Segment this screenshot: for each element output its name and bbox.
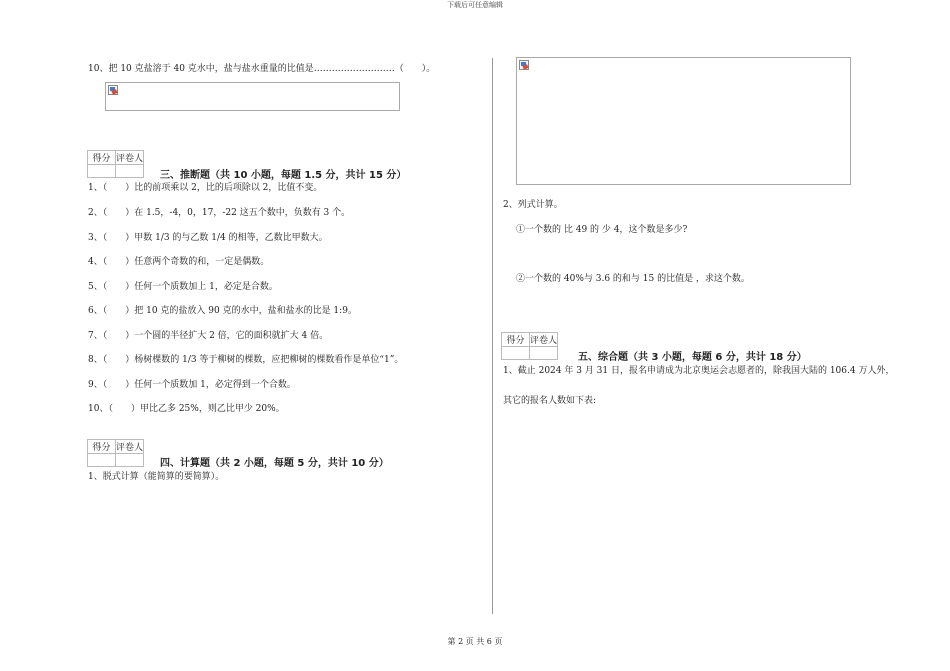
question-2a: ①一个数的 比 49 的 少 4，这个数是多少? (516, 225, 688, 235)
page-footer: 第 2 页 共 6 页 (447, 637, 503, 646)
column-divider (492, 58, 493, 614)
judge-item-7: 7、（ ）一个圆的半径扩大 2 倍，它的面积就扩大 4 倍。 (88, 331, 329, 341)
section-3-title: 三、推断题（共 10 小题，每题 1.5 分，共计 15 分） (160, 170, 407, 181)
judge-item-5: 5、（ ）任何一个质数加上 1，必定是合数。 (88, 282, 278, 292)
page-header: 下载后可任意编辑 (447, 1, 503, 9)
judge-item-10: 10、（ ）甲比乙多 25%，则乙比甲少 20%。 (88, 404, 285, 414)
section-5-title: 五、综合题（共 3 小题，每题 6 分，共计 18 分） (578, 352, 807, 363)
grader-cell[interactable] (116, 165, 144, 178)
broken-image-icon (519, 60, 529, 70)
comprehensive-question-1-line1: 1、截止 2024 年 3 月 31 日，报名申请成为北京奥运会志愿者的，除我国大陆的 106.4 万人外， (503, 366, 895, 376)
judge-item-9: 9、（ ）任何一个质数加 1，必定得到一个合数。 (88, 380, 296, 390)
grader-label: 评卷人 (116, 151, 144, 165)
section-4-title: 四、计算题（共 2 小题，每题 5 分，共计 10 分） (160, 458, 389, 469)
score-label: 得分 (88, 151, 116, 165)
score-label: 得分 (502, 333, 530, 347)
comprehensive-question-1-line2: 其它的报名人数如下表: (503, 396, 597, 406)
broken-image-icon (108, 85, 118, 95)
question-10-ratio: 10、把 10 克盐溶于 40 克水中，盐与盐水重量的比值是………………………（ ）。 (88, 64, 436, 74)
score-table-section4 (87, 439, 144, 467)
judge-item-4: 4、（ ）任意两个奇数的和，一定是偶数。 (88, 257, 270, 267)
judge-item-6: 6、（ ）把 10 克的盐放入 90 克的水中，盐和盐水的比是 1:9。 (88, 306, 357, 316)
question-2-heading: 2、列式计算。 (503, 200, 563, 210)
grader-label: 评卷人 (116, 440, 144, 454)
score-label: 得分 (88, 440, 116, 454)
grader-cell[interactable] (116, 454, 144, 467)
score-table-section5 (501, 332, 558, 360)
score-cell[interactable] (88, 165, 116, 178)
judge-item-3: 3、（ ）甲数 1/3 的与乙数 1/4 的相等，乙数比甲数大。 (88, 233, 328, 243)
answer-image-placeholder (105, 82, 400, 111)
grader-cell[interactable] (530, 347, 558, 360)
grader-label: 评卷人 (530, 333, 558, 347)
answer-image-placeholder-right (516, 57, 851, 185)
score-table-section3 (87, 150, 144, 178)
calc-question-1: 1、脱式计算（能简算的要简算）。 (88, 472, 225, 482)
judge-item-2: 2、（ ）在 1.5，-4，0，17，-22 这五个数中，负数有 3 个。 (88, 208, 351, 218)
score-cell[interactable] (88, 454, 116, 467)
score-cell[interactable] (502, 347, 530, 360)
question-2b: ②一个数的 40%与 3.6 的和与 15 的比值是 ，求这个数。 (516, 274, 750, 284)
judge-item-1: 1、（ ）比的前项乘以 2，比的后项除以 2，比值不变。 (88, 183, 323, 193)
judge-item-8: 8、（ ）杨树棵数的 1/3 等于柳树的棵数，应把柳树的棵数看作是单位“1”。 (88, 355, 404, 365)
